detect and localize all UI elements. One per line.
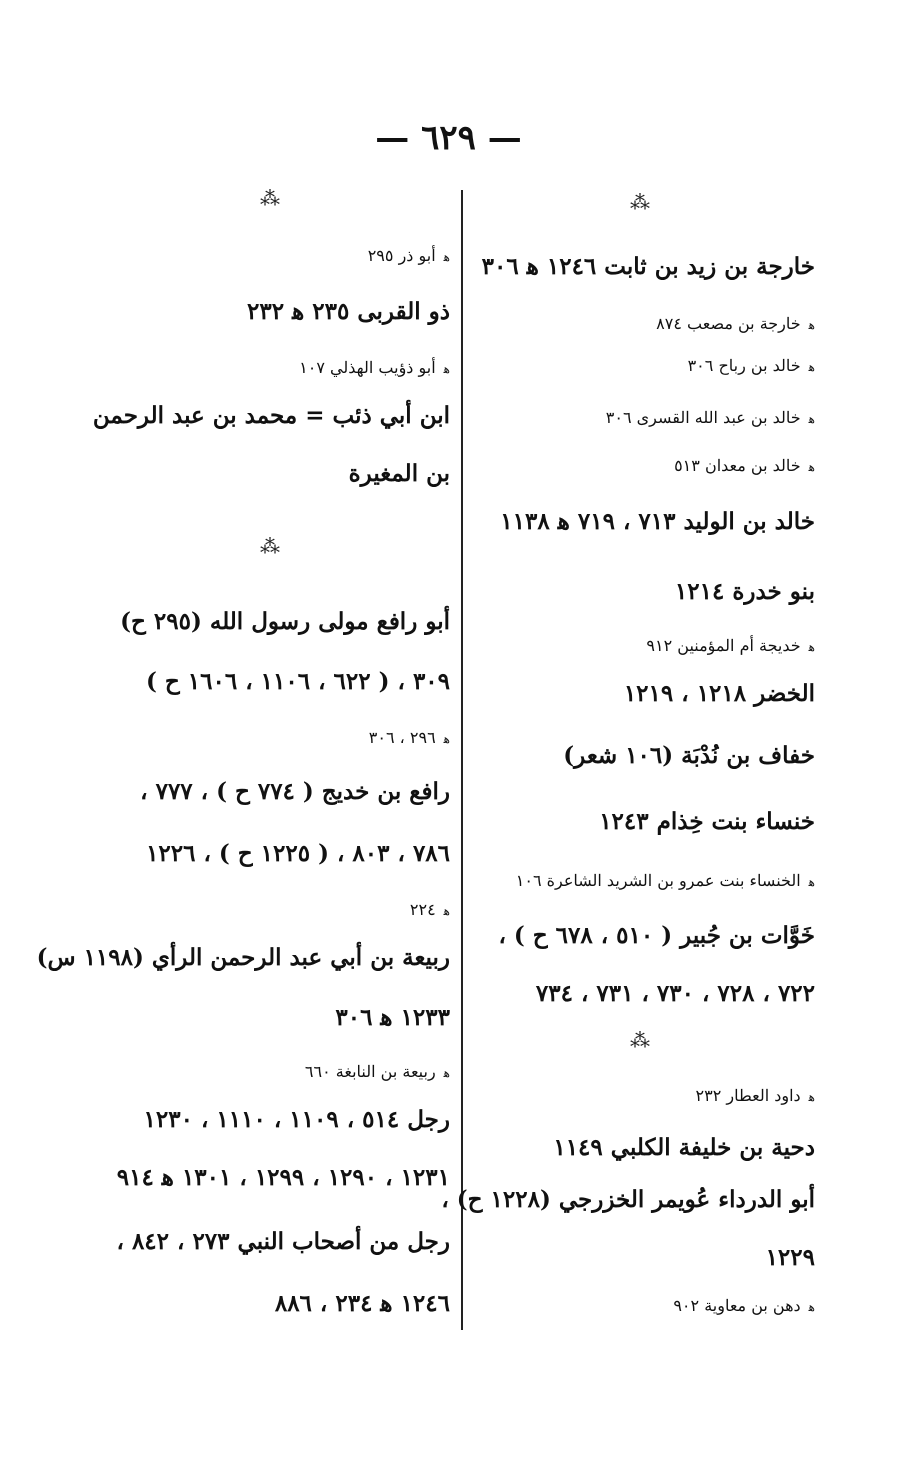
index-entry: ﻫداود العطار ٢٣٢ — [695, 1086, 815, 1105]
index-entry: ٧٨٦ ، ٨٠٣ ، ( ١٢٢٥ ح ) ، ١٢٢٦ — [146, 840, 450, 867]
entry-mark: ﻫ — [443, 362, 450, 376]
index-entry: خفاف بن نُدْبَة (١٠٦ شعر) — [563, 742, 815, 769]
index-entry: ١٢٢٩ — [765, 1244, 815, 1271]
entry-mark: ﻫ — [443, 1066, 450, 1080]
index-entry: خالد بن الوليد ٧١٣ ، ٧١٩ ﻫ ١١٣٨ — [500, 508, 815, 535]
index-entry: خنساء بنت خِذام ١٢٤٣ — [599, 808, 815, 835]
index-entry: ﻫخديجة أم المؤمنين ٩١٢ — [646, 636, 815, 655]
entry-mark: ﻫ — [808, 412, 815, 426]
index-entry: ﻫأبو ذؤيب الهذلي ١٠٧ — [299, 358, 450, 377]
asterism-ornament: ⁂ — [630, 190, 648, 214]
index-entry: ﻫخالد بن معدان ٥١٣ — [674, 456, 815, 475]
index-entry: الخضر ١٢١٨ ، ١٢١٩ — [623, 680, 815, 707]
left-column — [36, 0, 450, 1477]
entry-mark: ﻫ — [808, 1300, 815, 1314]
asterism-ornament: ⁂ — [260, 186, 278, 210]
entry-mark: ﻫ — [443, 904, 450, 918]
index-entry: ٣٠٩ ، ( ٦٢٢ ، ١١٠٦ ، ١٦٠٦ ح ) — [146, 668, 450, 695]
index-entry: دحية بن خليفة الكلبي ١١٤٩ — [553, 1134, 815, 1161]
asterism-ornament: ⁂ — [260, 534, 278, 558]
column-divider — [461, 190, 463, 1330]
index-entry: ﻫخالد بن رباح ٣٠٦ — [687, 356, 815, 375]
entry-mark: ﻫ — [808, 360, 815, 374]
index-entry: ﻫالخنساء بنت عمرو بن الشريد الشاعرة ١٠٦ — [515, 871, 815, 890]
index-entry: ﻫربيعة بن النابغة ٦٦٠ — [304, 1062, 450, 1081]
index-entry: ﻫأبو ذر ٢٩٥ — [367, 246, 450, 265]
index-entry: ١٢٤٦ ﻫ ٢٣٤ ، ٨٨٦ — [274, 1290, 450, 1317]
entry-mark: ﻫ — [443, 732, 450, 746]
index-entry: ابن أبي ذئب = محمد بن عبد الرحمن — [92, 402, 450, 429]
index-entry: ٧٢٢ ، ٧٢٨ ، ٧٣٠ ، ٧٣١ ، ٧٣٤ — [535, 980, 815, 1007]
entry-mark: ﻫ — [808, 460, 815, 474]
index-entry: أبو رافع مولى رسول الله (٢٩٥ ح) — [120, 608, 450, 635]
entry-mark: ﻫ — [808, 1090, 815, 1104]
index-entry: بن المغيرة — [348, 460, 450, 487]
index-entry: رافع بن خديج ( ٧٧٤ ح ) ، ٧٧٧ ، — [140, 778, 450, 805]
page-number: — ٦٢٩ — — [375, 118, 522, 158]
entry-mark: ﻫ — [808, 640, 815, 654]
index-entry: ﻫخالد بن عبد الله القسرى ٣٠٦ — [605, 408, 815, 427]
asterism-ornament: ⁂ — [630, 1028, 648, 1052]
index-entry: ﻫ٢٩٦ ، ٣٠٦ — [368, 728, 450, 747]
index-entry: ربيعة بن أبي عبد الرحمن الرأي (١١٩٨ س) — [36, 944, 450, 971]
index-entry: ذو القربى ٢٣٥ ﻫ ٢٣٢ — [247, 298, 450, 325]
index-entry: رجل ٥١٤ ، ١١٠٩ ، ١١١٠ ، ١٢٣٠ — [143, 1106, 450, 1133]
index-entry: ﻫخارجة بن مصعب ٨٧٤ — [656, 314, 815, 333]
index-entry: ﻫ٢٢٤ — [409, 900, 450, 919]
entry-mark: ﻫ — [808, 318, 815, 332]
index-entry: خارجة بن زيد بن ثابت ١٢٤٦ ﻫ ٣٠٦ — [481, 253, 815, 280]
index-entry: أبو الدرداء عُويمر الخزرجي (١٢٢٨ ح) ، — [441, 1186, 815, 1213]
index-entry: رجل من أصحاب النبي ٢٧٣ ، ٨٤٢ ، — [116, 1228, 450, 1255]
index-entry: بنو خدرة ١٢١٤ — [674, 578, 815, 605]
entry-mark: ﻫ — [443, 250, 450, 264]
entry-mark: ﻫ — [808, 875, 815, 889]
index-entry: ١٢٣٣ ﻫ ٣٠٦ — [335, 1004, 450, 1031]
index-entry: ﻫدهن بن معاوية ٩٠٢ — [673, 1296, 815, 1315]
index-entry: ١٢٣١ ، ١٢٩٠ ، ١٢٩٩ ، ١٣٠١ ﻫ ٩١٤ — [116, 1164, 450, 1191]
index-entry: خَوَّات بن جُبير ( ٥١٠ ، ٦٧٨ ح ) ، — [498, 922, 815, 949]
